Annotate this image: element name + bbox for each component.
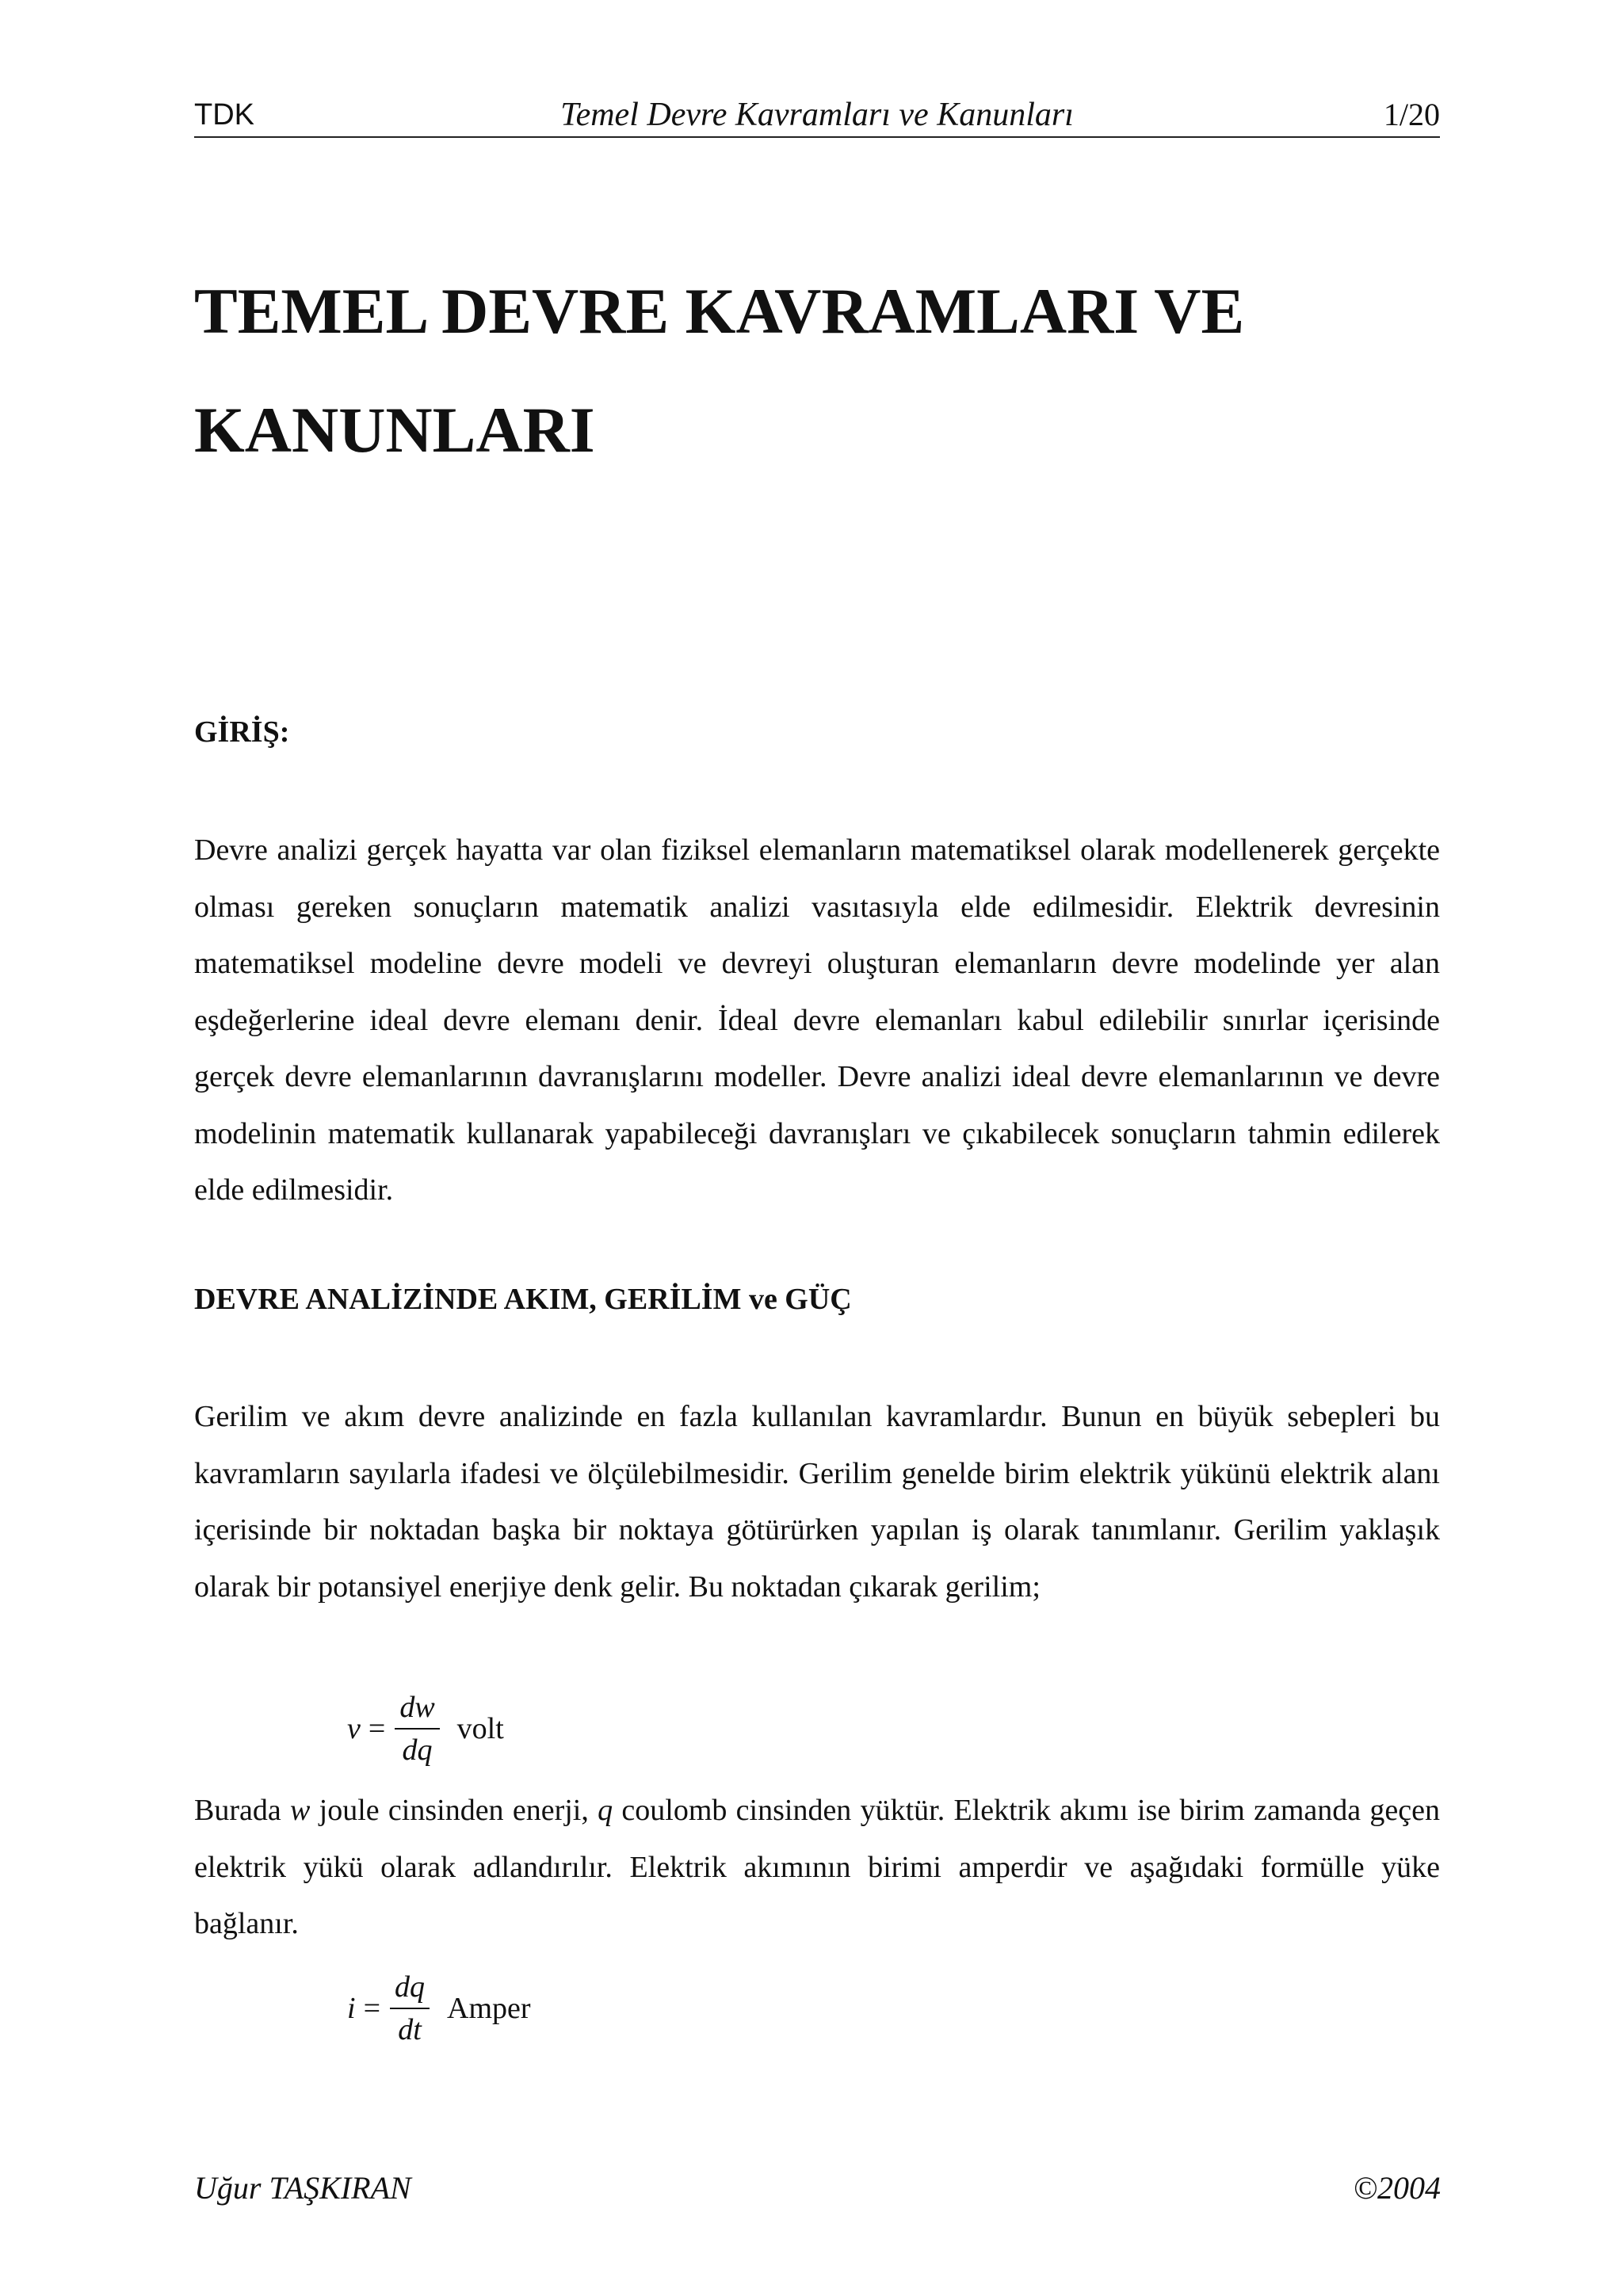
variable-q: q — [598, 1794, 613, 1827]
header-title: Temel Devre Kavramları ve Kanunları — [560, 97, 1074, 133]
document-title — [194, 252, 1440, 490]
text-run: Burada — [194, 1794, 291, 1827]
text-run: coulomb cinsinden yüktür. Elektrik akımı ise birim zamanda geçen elektrik yükü olarak adlandırılır. Elektrik akımının birimi amperdir ve aşağıdaki formülle yüke bağlanır. — [194, 1794, 1440, 1940]
formula-fraction — [390, 1966, 430, 2050]
formula-unit: volt — [456, 1712, 504, 1745]
intro-heading: GİRİŞ: — [194, 715, 290, 749]
fraction-denominator: dq — [402, 1733, 433, 1767]
text-run: joule cinsinden enerji, — [310, 1794, 598, 1827]
footer-author: Uğur TAŞKIRAN — [194, 2170, 411, 2206]
formula-lhs: v — [347, 1712, 361, 1745]
fraction-numerator: dw — [399, 1691, 435, 1724]
title-line-1: TEMEL DEVRE KAVRAMLARI VE — [194, 275, 1245, 347]
formula-lhs: i — [347, 1992, 356, 2025]
fraction-denominator: dt — [398, 2013, 422, 2046]
voltage-formula — [347, 1677, 504, 1780]
formula-equals: = — [368, 1712, 386, 1745]
formula-equals: = — [363, 1992, 380, 2025]
header-left: TDK — [194, 98, 254, 132]
current-formula — [347, 1957, 531, 2060]
title-line-2: KANUNLARI — [194, 394, 595, 466]
formula-fraction — [395, 1687, 439, 1771]
footer-copyright: ©2004 — [1353, 2170, 1441, 2206]
formula-unit: Amper — [447, 1992, 531, 2025]
section2-paragraph: Gerilim ve akım devre analizinde en fazla kullanılan kavramlardır. Bunun en büyük sebepleri bu kavramların sayılarla ifadesi ve ölçülebilmesidir. Gerilim genelde birim elektrik yükünü elektrik alanı içerisinde bir noktadan başka bir noktaya götürürken yapılan iş olarak tanımlanır. Gerilim yaklaşık olarak bir potansiyel enerjiye denk gelir. Bu noktadan çıkarak gerilim; — [194, 1400, 1440, 1604]
page-number: 1/20 — [1383, 97, 1440, 132]
definitions-paragraph — [194, 1783, 1440, 1953]
page-header — [194, 93, 1440, 138]
section2-heading: DEVRE ANALİZİNDE AKIM, GERİLİM ve GÜÇ — [194, 1283, 852, 1316]
fraction-numerator: dq — [395, 1970, 425, 2004]
variable-w: w — [290, 1794, 311, 1827]
intro-paragraph: Devre analizi gerçek hayatta var olan fiziksel elemanların matematiksel olarak modellenerek gerçekte olması gereken sonuçların matematik analizi vasıtasıyla elde edilmesidir. Elektrik devresinin matematiksel modeline devre modeli ve devreyi oluşturan elemanların devre modelinde yer alan eşdeğerlerine ideal devre elemanı denir. İdeal devre elemanları kabul edilebilir sınırlar içerisinde gerçek devre elemanlarının davranışlarını modeller. Devre analizi ideal devre elemanlarının ve devre modelinin matematik kullanarak yapabileceği davranışları ve çıkabilecek sonuçların tahmin edilerek elde edilmesidir. — [194, 833, 1440, 1207]
